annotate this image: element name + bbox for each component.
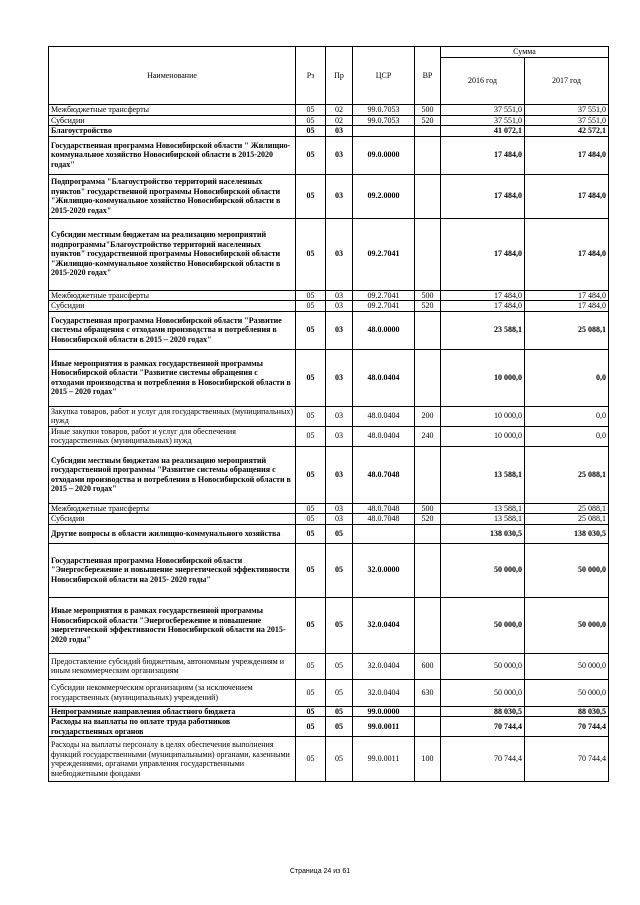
row-2017: 50 000,0	[525, 653, 609, 679]
row-2017: 0,0	[525, 406, 609, 426]
row-pr: 02	[326, 105, 353, 116]
row-csr: 48.0.7048	[353, 514, 415, 525]
budget-table	[48, 46, 609, 782]
row-2017: 25 088,1	[525, 446, 609, 503]
row-rz: 05	[296, 679, 326, 706]
row-pr: 03	[326, 406, 353, 426]
row-2016: 70 744,4	[441, 717, 525, 737]
table-row	[49, 126, 609, 137]
row-pr: 05	[326, 543, 353, 597]
row-2017: 70 744,4	[525, 717, 609, 737]
row-rz: 05	[296, 136, 326, 174]
row-2017: 25 088,1	[525, 503, 609, 514]
row-vr	[415, 311, 441, 349]
row-2017: 50 000,0	[525, 597, 609, 653]
row-vr	[415, 543, 441, 597]
row-vr: 500	[415, 105, 441, 116]
row-name: Иные мероприятия в рамках государственной программы Новосибирской области "Развитие системы обращения с отходами производства и потребления в Новосибирской области в 2015 – 2020 годах"	[49, 349, 296, 406]
row-2017: 50 000,0	[525, 679, 609, 706]
row-2017: 17 484,0	[525, 290, 609, 301]
row-2017: 17 484,0	[525, 136, 609, 174]
row-2016: 50 000,0	[441, 653, 525, 679]
row-2016: 37 551,0	[441, 105, 525, 116]
row-name: Субсидии некоммерческим организациям (за исключением государственных (муниципальных) учреждений)	[49, 679, 296, 706]
row-2017: 138 030,5	[525, 524, 609, 543]
row-2017: 17 484,0	[525, 174, 609, 218]
row-csr: 48.0.0000	[353, 311, 415, 349]
row-pr: 05	[326, 706, 353, 717]
row-pr: 03	[326, 290, 353, 301]
row-vr: 600	[415, 653, 441, 679]
row-csr: 99.0.0000	[353, 706, 415, 717]
row-name: Межбюджетные трансферты	[49, 105, 296, 116]
table-row	[49, 174, 609, 218]
row-name: Межбюджетные трансферты	[49, 290, 296, 301]
row-2017: 70 744,4	[525, 737, 609, 782]
row-pr: 03	[326, 311, 353, 349]
row-name: Предоставление субсидий бюджетным, автономным учреждениям и иным некоммерческим организациям	[49, 653, 296, 679]
row-2016: 23 588,1	[441, 311, 525, 349]
row-rz: 05	[296, 349, 326, 406]
row-2016: 10 000,0	[441, 406, 525, 426]
row-2016: 41 072,1	[441, 126, 525, 137]
row-rz: 05	[296, 311, 326, 349]
row-pr: 05	[326, 717, 353, 737]
table-row	[49, 653, 609, 679]
row-vr: 520	[415, 514, 441, 525]
row-rz: 05	[296, 706, 326, 717]
row-2017: 50 000,0	[525, 543, 609, 597]
row-2017: 25 088,1	[525, 311, 609, 349]
row-name: Иные мероприятия в рамках государственной программы Новосибирской области "Энергосбережение и повышение энергетической эффективности Новосибирской области на 2015- 2020 годы"	[49, 597, 296, 653]
header-vr: ВР	[415, 47, 441, 105]
row-pr: 03	[326, 218, 353, 290]
row-2017: 0,0	[525, 426, 609, 446]
row-pr: 03	[326, 349, 353, 406]
row-csr: 48.0.7048	[353, 446, 415, 503]
row-csr: 48.0.7048	[353, 503, 415, 514]
row-2016: 50 000,0	[441, 543, 525, 597]
row-2017: 37 551,0	[525, 105, 609, 116]
row-rz: 05	[296, 524, 326, 543]
row-rz: 05	[296, 426, 326, 446]
row-vr	[415, 597, 441, 653]
table-row	[49, 597, 609, 653]
row-pr: 03	[326, 503, 353, 514]
row-csr: 99.0.0011	[353, 737, 415, 782]
table-row	[49, 446, 609, 503]
row-pr: 03	[326, 426, 353, 446]
row-vr	[415, 706, 441, 717]
row-csr: 32.0.0404	[353, 679, 415, 706]
row-pr: 02	[326, 115, 353, 126]
row-pr: 05	[326, 737, 353, 782]
row-vr	[415, 218, 441, 290]
row-name: Государственная программа Новосибирской области "Энергосбережение и повышение энергетической эффективности Новосибирской области на 2015- 2020 годы"	[49, 543, 296, 597]
row-vr: 200	[415, 406, 441, 426]
row-vr: 240	[415, 426, 441, 446]
row-2016: 10 000,0	[441, 426, 525, 446]
row-2017: 17 484,0	[525, 218, 609, 290]
table-row	[49, 679, 609, 706]
row-pr: 03	[326, 136, 353, 174]
row-pr: 03	[326, 301, 353, 312]
row-2017: 17 484,0	[525, 301, 609, 312]
table-row	[49, 717, 609, 737]
row-vr	[415, 446, 441, 503]
row-name: Расходы на выплаты персоналу в целях обеспечения выполнения функций государственными (муниципальными) органами, казенными учреждениями, органами управления государственными внебюджетными фондами	[49, 737, 296, 782]
row-rz: 05	[296, 717, 326, 737]
row-name: Непрограммные направления областного бюджета	[49, 706, 296, 717]
table-row	[49, 524, 609, 543]
row-vr	[415, 126, 441, 137]
header-2017: 2017 год	[525, 58, 609, 105]
row-rz: 05	[296, 126, 326, 137]
row-name: Иные закупки товаров, работ и услуг для обеспечения государственных (муниципальных) нужд	[49, 426, 296, 446]
table-row	[49, 218, 609, 290]
row-2016: 88 030,5	[441, 706, 525, 717]
table-row	[49, 105, 609, 116]
row-2016: 17 484,0	[441, 301, 525, 312]
row-rz: 05	[296, 301, 326, 312]
row-name: Благоустройство	[49, 126, 296, 137]
row-2017: 88 030,5	[525, 706, 609, 717]
row-name: Расходы на выплаты по оплате труда работников государственных органов	[49, 717, 296, 737]
header-2016: 2016 год	[441, 58, 525, 105]
row-name: Межбюджетные трансферты	[49, 503, 296, 514]
row-rz: 05	[296, 503, 326, 514]
row-rz: 05	[296, 115, 326, 126]
row-csr: 99.0.0011	[353, 717, 415, 737]
row-rz: 05	[296, 543, 326, 597]
row-2016: 17 484,0	[441, 218, 525, 290]
row-csr: 99.0.7053	[353, 115, 415, 126]
row-2016: 10 000,0	[441, 349, 525, 406]
row-2017: 25 088,1	[525, 514, 609, 525]
row-vr	[415, 136, 441, 174]
row-pr: 03	[326, 174, 353, 218]
row-csr: 09.2.7041	[353, 218, 415, 290]
row-name: Субсидии	[49, 301, 296, 312]
row-2016: 50 000,0	[441, 597, 525, 653]
row-rz: 05	[296, 737, 326, 782]
row-vr: 500	[415, 503, 441, 514]
row-2016: 138 030,5	[441, 524, 525, 543]
table-body	[49, 105, 609, 782]
table-row	[49, 301, 609, 312]
row-csr: 32.0.0000	[353, 543, 415, 597]
row-pr: 05	[326, 524, 353, 543]
row-name: Субсидии	[49, 514, 296, 525]
page-number: Страница 24 из 61	[289, 868, 351, 875]
row-2017: 42 572,1	[525, 126, 609, 137]
table-row	[49, 514, 609, 525]
row-csr: 09.2.7041	[353, 301, 415, 312]
row-vr: 500	[415, 290, 441, 301]
table-row	[49, 115, 609, 126]
header-rz: Рз	[296, 47, 326, 105]
row-2016: 13 588,1	[441, 514, 525, 525]
row-name: Подпрограмма "Благоустройство территорий населенных пунктов" государственной программы Новосибирской области "Жилищно-коммунальное хозяйство Новосибирской области в 2015-2020 годах"	[49, 174, 296, 218]
row-pr: 05	[326, 597, 353, 653]
row-name: Государственная программа Новосибирской области " Жилищно-коммунальное хозяйство Новосибирской области в 2015-2020 годах"	[49, 136, 296, 174]
row-2016: 13 588,1	[441, 446, 525, 503]
row-csr: 32.0.0404	[353, 597, 415, 653]
row-csr	[353, 126, 415, 137]
row-csr: 09.2.7041	[353, 290, 415, 301]
row-csr: 99.0.7053	[353, 105, 415, 116]
table-row	[49, 426, 609, 446]
row-name: Закупка товаров, работ и услуг для государственных (муниципальных) нужд	[49, 406, 296, 426]
row-2016: 13 588,1	[441, 503, 525, 514]
row-name: Субсидии	[49, 115, 296, 126]
header-pr: Пр	[326, 47, 353, 105]
row-vr: 100	[415, 737, 441, 782]
row-rz: 05	[296, 105, 326, 116]
row-name: Другие вопросы в области жилищно-коммунального хозяйства	[49, 524, 296, 543]
row-csr: 09.2.0000	[353, 174, 415, 218]
row-rz: 05	[296, 597, 326, 653]
row-csr: 48.0.0404	[353, 349, 415, 406]
row-2017: 37 551,0	[525, 115, 609, 126]
table-row	[49, 737, 609, 782]
row-name: Государственная программа Новосибирской области "Развитие системы обращения с отходами производства и потребления в Новосибирской области в 2015 – 2020 годах"	[49, 311, 296, 349]
row-vr	[415, 349, 441, 406]
table-row	[49, 503, 609, 514]
row-pr: 05	[326, 679, 353, 706]
row-csr: 48.0.0404	[353, 426, 415, 446]
row-pr: 03	[326, 446, 353, 503]
row-rz: 05	[296, 406, 326, 426]
row-pr: 03	[326, 126, 353, 137]
table-row	[49, 136, 609, 174]
header-csr: ЦСР	[353, 47, 415, 105]
row-csr: 32.0.0404	[353, 653, 415, 679]
header-name: Наименование	[49, 47, 296, 105]
row-vr: 520	[415, 115, 441, 126]
row-rz: 05	[296, 514, 326, 525]
row-vr	[415, 174, 441, 218]
row-vr	[415, 717, 441, 737]
row-name: Субсидии местным бюджетам на реализацию мероприятий подпрограммы"Благоустройство территорий населенных пунктов" государственной программы Новосибирской области "Жилищно-коммунальное хозяйство Новосибирской области в 2015-2020 годах"	[49, 218, 296, 290]
row-pr: 05	[326, 653, 353, 679]
row-name: Субсидии местным бюджетам на реализацию мероприятий государственной программы "Развитие системы обращения с отходами производства и потребления в Новосибирской области в 2015 – 2020 годах"	[49, 446, 296, 503]
row-vr: 520	[415, 301, 441, 312]
row-2016: 50 000,0	[441, 679, 525, 706]
row-2016: 17 484,0	[441, 290, 525, 301]
table-row	[49, 406, 609, 426]
row-rz: 05	[296, 290, 326, 301]
table-row	[49, 349, 609, 406]
row-rz: 05	[296, 174, 326, 218]
table-row	[49, 543, 609, 597]
row-2016: 17 484,0	[441, 174, 525, 218]
row-2017: 0,0	[525, 349, 609, 406]
row-2016: 17 484,0	[441, 136, 525, 174]
row-pr: 03	[326, 514, 353, 525]
table-row	[49, 311, 609, 349]
row-csr: 48.0.0404	[353, 406, 415, 426]
row-vr: 630	[415, 679, 441, 706]
table-row	[49, 706, 609, 717]
row-2016: 70 744,4	[441, 737, 525, 782]
row-rz: 05	[296, 653, 326, 679]
row-rz: 05	[296, 218, 326, 290]
row-2016: 37 551,0	[441, 115, 525, 126]
row-csr	[353, 524, 415, 543]
header-sum: Сумма	[441, 47, 609, 58]
row-csr: 09.0.0000	[353, 136, 415, 174]
table-row	[49, 290, 609, 301]
row-rz: 05	[296, 446, 326, 503]
row-vr	[415, 524, 441, 543]
